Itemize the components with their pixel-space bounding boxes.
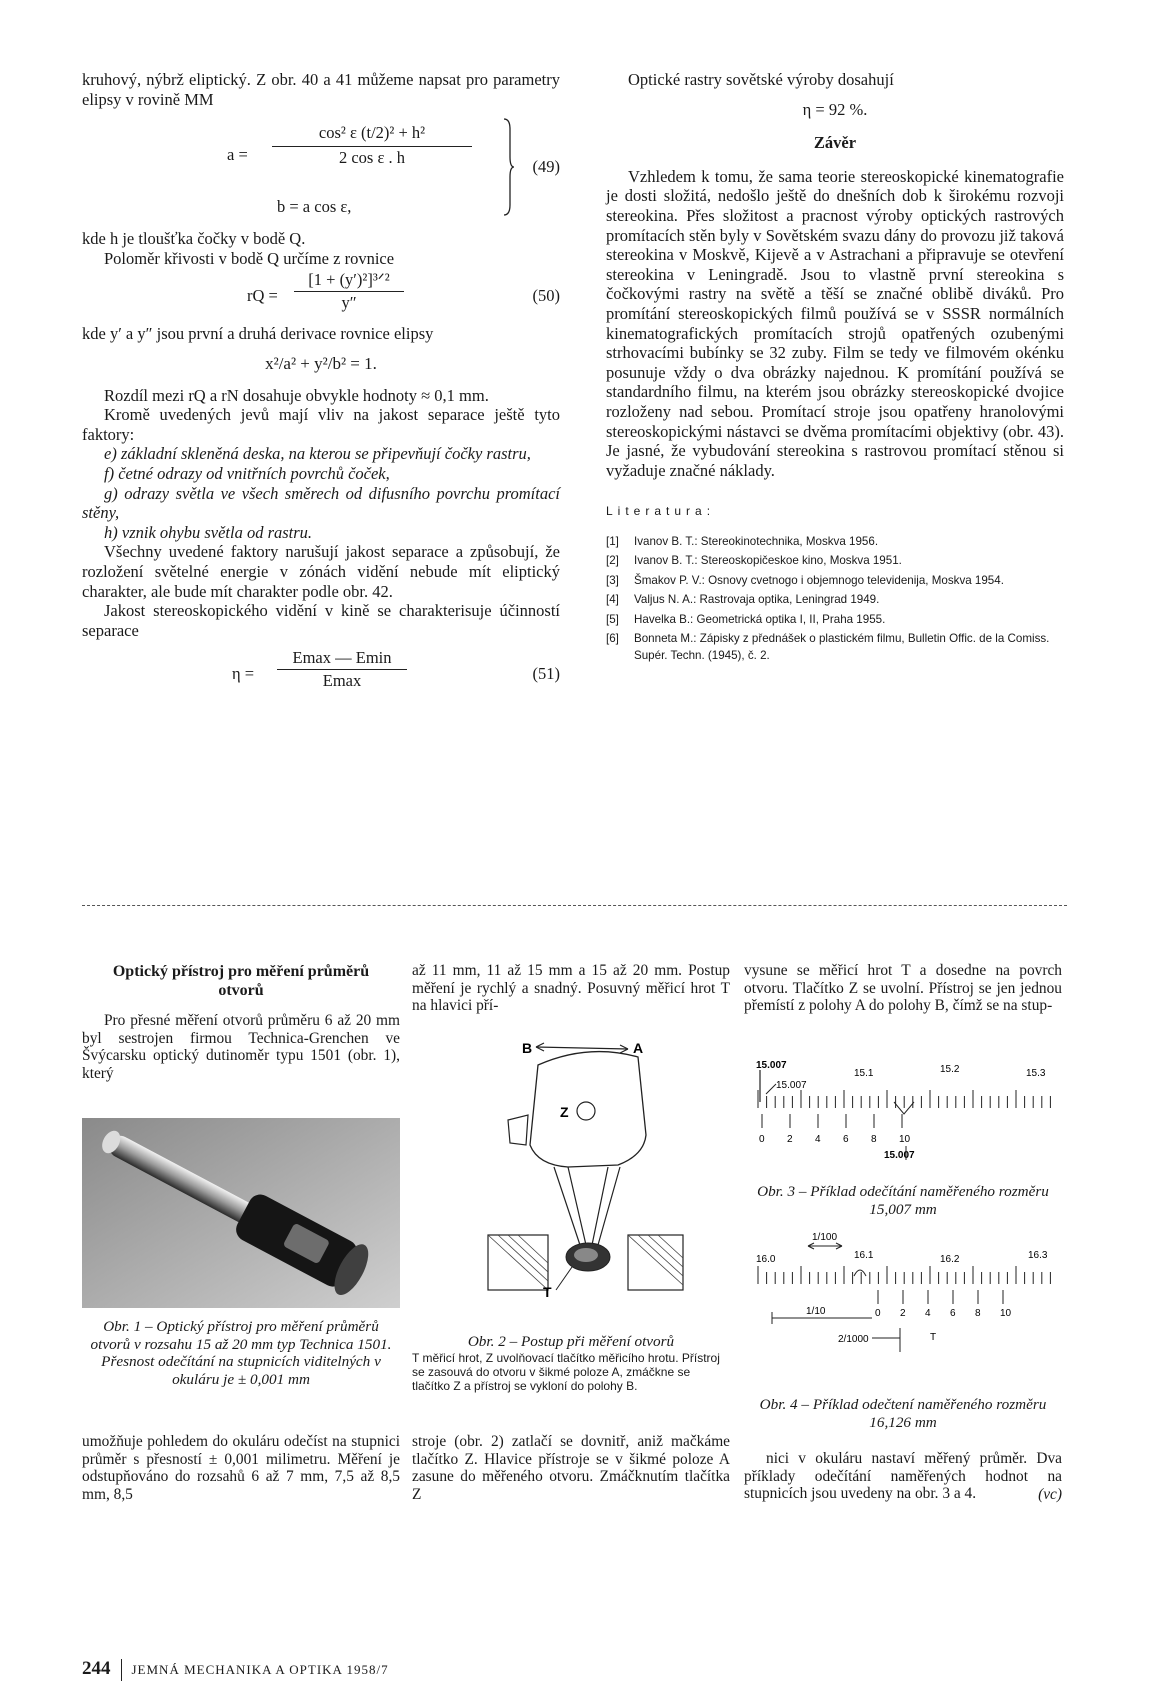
section-heading: Závěr (813, 133, 857, 153)
article-col-3 (744, 962, 1062, 1015)
reference-item (606, 553, 1064, 570)
reference-item (606, 573, 1064, 590)
reference-item (606, 534, 1064, 551)
reference-number: [3] (606, 573, 619, 587)
fig3-caption-box (744, 1183, 1062, 1218)
paragraph: Pro přesné měření otvorů průměru 6 až 20 mm byl sestrojen firmou Technica-Grenchen ve Švýcarsku optický dutinoměr typu 1501 (obr. 1), který (82, 1012, 400, 1082)
brace-icon (502, 117, 516, 217)
scale-bottom-label: 4 (815, 1134, 821, 1145)
fig4-scale (744, 1228, 1062, 1358)
eq51-number: (51) (532, 664, 560, 684)
scale-bottom-label: 0 (875, 1308, 881, 1319)
fig4-l2-label: 2/1000 (838, 1334, 869, 1345)
eq50-number: (50) (532, 286, 560, 306)
scale-bottom-label: 4 (925, 1308, 931, 1319)
fig2-label-t: T (543, 1284, 552, 1300)
fig4-t-label: T (930, 1332, 937, 1343)
paragraph: umožňuje pohledem do okuláru odečíst na stupnici průměr s přesností ± 0,001 milimetru. Měření je odstupňováno do rozsahů 6 až 7 mm, 7,5 až 8,5 mm, 8,5 (82, 1433, 400, 1503)
journal-title: JEMNÁ MECHANIKA A OPTIKA 1958/7 (131, 1662, 389, 1677)
fig1-caption: Obr. 1 – Optický přístroj pro měření průměrů otvorů v rozsahu 15 až 20 mm typ Technica 1501. Přesnost odečítání na stupnicích viditelných v okuláru je ± 0,001 mm (90, 1318, 392, 1388)
eq51-lhs: η = (232, 664, 255, 684)
eq49-b: b = a cos ε, (277, 197, 352, 217)
signature: (vc) (1038, 1485, 1062, 1503)
fig3-top-label: 15.1 (854, 1068, 874, 1079)
reference-number: [5] (606, 612, 619, 626)
paragraph: kde y′ a y″ jsou první a druhá derivace rovnice elipsy (82, 324, 434, 344)
page-number: 244 (82, 1658, 111, 1679)
eq50-numerator: [1 + (y′)²]³ᐟ² (294, 270, 404, 292)
fig3-top-label: 15.007 (756, 1060, 787, 1071)
fig4-top-label: 16.3 (1028, 1250, 1048, 1261)
reference-number: [4] (606, 593, 619, 607)
reference-list (606, 534, 1064, 665)
paragraph: Vzhledem k tomu, že sama teorie stereoskopické kinematografie je dosti složitá, nedošlo ještě do dnešních dob k širokému rozvoji stereokina. Přes složitost a pracnost výroby optických rastrových promítacích stěn byly v Sovětském svazu dány do provozu již taková stereokina v Moskvě, Kijevě a v Astrachani a připravuje se otevření stereokina v Leningradě. Jsou to vlastně první stereokina s čočkovými rastry na světě a těší se značné oblibě diváků. Pro promítání stereoskopických filmů používá se v SSSR normálních kinematografických promítacích strojů opatřených ozubenými strhovacími bubínky se 32 zuby. Film se tedy ve filmovém okénku posunuje vždy o dva obrázky najednou. K promítání používá se standardního filmu, na kterém jsou obrázky stereoskopické dvojice rozloženy nad sebou. Promítací stroje jsou opatřeny hranolovými stereoskopickými nástavci se dvěma promítacími objektivy (obr. 43). Je jasné, že vybudování stereokina s rastrovou promítací stěnou si vyžaduje značné náklady. (606, 166, 1064, 480)
scale-bottom-label: 2 (900, 1308, 906, 1319)
paragraph: Optické rastry sovětské výroby dosahují (628, 70, 894, 89)
eq51-fraction (277, 648, 407, 690)
fig4-top-label: 16.1 (854, 1250, 874, 1261)
article-col-1-bottom (82, 1433, 400, 1503)
fig3-top-label: 15.2 (940, 1064, 960, 1075)
article-col-3-bottom (744, 1450, 1062, 1503)
scale-bottom-label: 6 (843, 1134, 849, 1145)
fig4-bottom-labels (875, 1290, 1012, 1319)
eq50-denominator: y″ (341, 292, 357, 312)
eq49-number: (49) (532, 157, 560, 177)
paragraph: Poloměr křivosti v bodě Q určíme z rovnice (104, 248, 395, 268)
list-item: e) základní skleněná deska, na kterou se připevňují čočky rastru, (104, 444, 531, 464)
fig2-label-a: A (633, 1040, 644, 1056)
fig1-photo (82, 1118, 400, 1308)
fig2-diagram (468, 1035, 688, 1305)
fig3-top-label: 15.3 (1026, 1068, 1046, 1079)
reference-text: Havelka B.: Geometrická optika I, II, Praha 1955. (634, 612, 886, 626)
fig3-caption: Obr. 3 – Příklad odečítání naměřeného rozměru 15,007 mm (757, 1183, 1049, 1218)
fig2-label-z: Z (560, 1104, 569, 1120)
equation-50 (82, 268, 560, 324)
reference-item (606, 612, 1064, 629)
right-column (606, 70, 1064, 667)
reference-text: Ivanov B. T.: Stereokinotechnika, Moskva 1956. (634, 534, 879, 548)
scale-bottom-label: 10 (1000, 1308, 1012, 1319)
scale-bottom-label: 0 (759, 1134, 765, 1145)
fig4-caption-box (744, 1396, 1062, 1431)
footer-divider (121, 1659, 122, 1681)
fig3-bottom-labels (759, 1114, 911, 1145)
fig3-under-label: 15.007 (884, 1150, 915, 1161)
reference-number: [2] (606, 554, 619, 568)
paragraph: kruhový, nýbrž eliptický. Z obr. 40 a 41 můžeme napsat pro parametry elipsy v rovině MM (82, 70, 560, 109)
paragraph: až 11 mm, 11 až 15 mm a 15 až 20 mm. Postup měření je rychlý a snadný. Posuvný měřicí hrot T na hlavici pří- (412, 962, 730, 1014)
equation-49 (82, 117, 560, 223)
list-item: f) četné odrazy od vnitřních povrchů čoček, (104, 463, 390, 483)
paragraph: Jakost stereoskopického vidění v kině se charakterisuje účinností separace (82, 601, 560, 640)
scale-bottom-label: 10 (899, 1134, 911, 1145)
paragraph: Kromě uvedených jevů mají vliv na jakost separace ještě tyto faktory: (82, 405, 560, 444)
paragraph: kde h je tloušťka čočky v bodě Q. (82, 229, 306, 249)
scale-bottom-label: 8 (975, 1308, 981, 1319)
eq49-lhs: a = (227, 145, 248, 165)
fig4-l1-label: 1/10 (806, 1306, 826, 1317)
literature-title: Literatura: (606, 504, 716, 519)
reference-item (606, 592, 1064, 609)
eq50-fraction (294, 270, 404, 312)
article-title: Optický přístroj pro měření průměrů otvorů (112, 963, 370, 999)
article-col-2 (412, 962, 730, 1015)
list-item: g) odrazy světla ve všech směrech od difusního povrchu promítací stěny, (82, 483, 560, 523)
reference-text: Bonneta M.: Zápisky z přednášek o plastickém filmu, Bulletin Offic. de la Comiss. Supér. Techn. (1945), č. 2. (634, 632, 1050, 662)
paragraph: Rozdíl mezi rQ a rN dosahuje obvykle hodnoty ≈ 0,1 mm. (104, 385, 489, 405)
eq51-denominator: Emax (322, 670, 362, 690)
fig2-caption-detail: T měřicí hrot, Z uvolňovací tlačítko měřicího hrotu. Přístroj se zasouvá do otvoru v šikmé poloze A, zmáčkne se tlačítko Z a přístroj se vykloní do polohy B. (412, 1350, 720, 1393)
fig4-caption: Obr. 4 – Příklad odečtení naměřeného rozměru 16,126 mm (759, 1396, 1047, 1431)
paragraph: nici v okuláru nastaví měřený průměr. Dva příklady odečítání naměřených hodnot na stupnicích jsou uvedeny na obr. 3 a 4. (744, 1450, 1062, 1502)
article-col-2-bottom (412, 1433, 730, 1503)
fig4-top-label: 1/100 (812, 1232, 838, 1243)
scale-bottom-label: 8 (871, 1134, 877, 1145)
reference-text: Valjus N. A.: Rastrovaja optika, Leningrad 1949. (634, 593, 880, 607)
reference-text: Ivanov B. T.: Stereoskopičeskoe kino, Moskva 1951. (634, 554, 902, 568)
fig2-label-b: B (522, 1040, 533, 1056)
page-footer (82, 1658, 389, 1681)
fig2-caption-box (412, 1333, 730, 1393)
fig1-caption-box (82, 1318, 400, 1388)
list-item: h) vznik ohybu světla od rastru. (104, 522, 313, 542)
left-column (82, 70, 560, 704)
eta-value: η = 92 %. (802, 99, 868, 119)
fig2-caption: Obr. 2 – Postup při měření otvorů (467, 1333, 675, 1350)
fig3-scale (744, 1054, 1062, 1174)
paragraph: stroje (obr. 2) zatlačí se dovnitř, aniž mačkáme tlačítko Z. Hlavice přístroje se v šikmé poloze A zasune do měřeného otvoru. Zmáčknutím tlačítka Z (412, 1433, 730, 1503)
fig4-top-label: 16.0 (756, 1254, 776, 1265)
reference-number: [6] (606, 632, 619, 646)
reference-item (606, 631, 1064, 664)
article-col-1 (82, 962, 400, 1082)
paragraph: vysune se měřicí hrot T a dosedne na povrch otvoru. Tlačítko Z se uvolní. Přístroj se jen jednou přemístí z polohy A do polohy B, čímž se na stup- (744, 962, 1062, 1014)
eq49-fraction (272, 121, 472, 168)
eq49-numerator: cos² ε (t/2)² + h² (272, 121, 472, 147)
fig3-small-label: 15.007 (776, 1080, 807, 1091)
eq49-denominator: 2 cos ε . h (338, 148, 406, 168)
fig4-top-label: 16.2 (940, 1254, 960, 1265)
equation-51 (82, 648, 560, 704)
paragraph: Všechny uvedené faktory narušují jakost separace a způsobují, že rozložení světelné energie v zónách vidění nebude mít eliptický charakter, ale bude mít charakter podle obr. 42. (82, 542, 560, 601)
section-divider (82, 905, 1067, 906)
scale-bottom-label: 2 (787, 1134, 793, 1145)
reference-number: [1] (606, 534, 619, 548)
reference-text: Šmakov P. V.: Osnovy cvetnogo i objemnogo televidenija, Moskva 1954. (634, 573, 1004, 587)
eq50-lhs: rQ = (247, 286, 278, 306)
eq51-numerator: Emax — Emin (277, 648, 407, 670)
scale-bottom-label: 6 (950, 1308, 956, 1319)
ellipse-equation: x²/a² + y²/b² = 1. (265, 353, 377, 373)
